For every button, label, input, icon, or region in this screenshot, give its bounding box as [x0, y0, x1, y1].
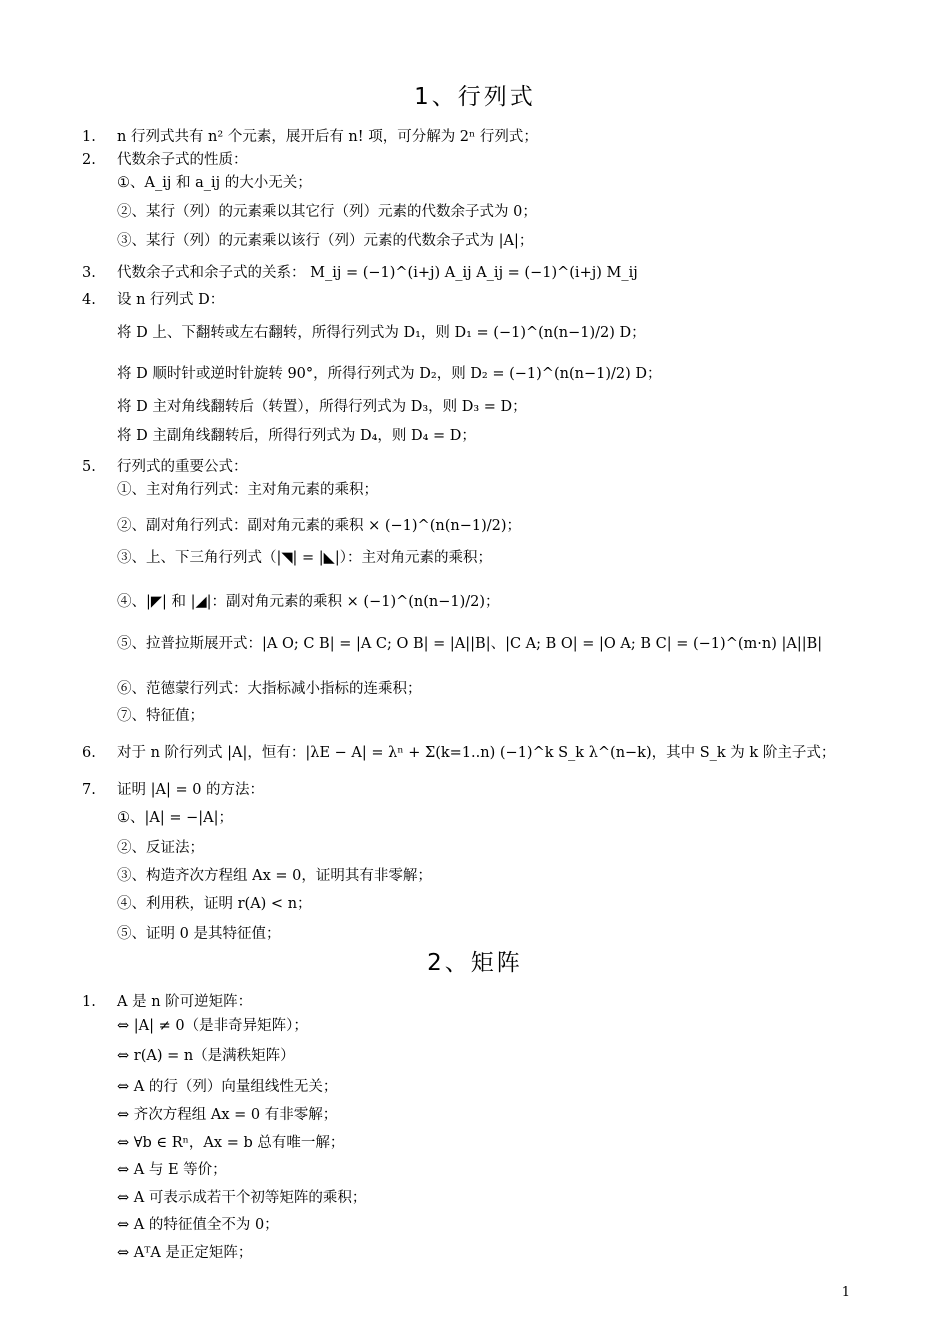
- section-1-item-text: 设 n 行列式 D：: [117, 292, 225, 308]
- section-1-item-text: ③、某行（列）的元素乘以该行（列）元素的代数余子式为 |A|；: [117, 233, 534, 249]
- section-1-item-text: ⑤、证明 0 是其特征值；: [117, 926, 281, 942]
- section-1-item-number: 2.: [82, 152, 96, 168]
- section-1-item-text: ④、利用秩，证明 r(A) < n；: [117, 896, 312, 912]
- section-1-item-text: ③、上、下三角行列式（|◥| = |◣|）：主对角元素的乘积；: [117, 550, 492, 566]
- section-2-item-number: 1.: [82, 994, 96, 1010]
- section-1-item-text: ⑤、拉普拉斯展开式：|A O; C B| = |A C; O B| = |A||B|、|C A; B O| = |O A; B C| = (−1)^(m·n) |A||B|: [117, 636, 823, 652]
- section-1-item-text: 将 D 上、下翻转或左右翻转，所得行列式为 D₁，则 D₁ = (−1)^(n(n−1)/2) D；: [117, 325, 646, 341]
- section-1-item-text: ⑦、特征值；: [117, 708, 204, 724]
- section-2-item-text: ⇔ A 的行（列）向量组线性无关；: [117, 1079, 338, 1095]
- section-1-item-text: ①、主对角行列式：主对角元素的乘积；: [117, 482, 378, 498]
- section-1-item-text: 代数余子式的性质：: [117, 152, 248, 168]
- section-1-item-text: ⑥、范德蒙行列式：大指标减小指标的连乘积；: [117, 681, 422, 697]
- section-1-item-number: 4.: [82, 292, 96, 308]
- section-2-item-text: ⇔ 齐次方程组 Ax = 0 有非零解；: [117, 1107, 338, 1123]
- section-2-item-text: ⇔ AᵀA 是正定矩阵；: [117, 1245, 253, 1261]
- section-2-item-text: ⇔ |A| ≠ 0（是非奇异矩阵）；: [117, 1018, 308, 1034]
- section-1-item-number: 6.: [82, 745, 96, 761]
- section-1-item-text: 将 D 顺时针或逆时针旋转 90°，所得行列式为 D₂，则 D₂ = (−1)^(n(n−1)/2) D；: [117, 366, 662, 382]
- section-2-item-text: ⇔ A 的特征值全不为 0；: [117, 1217, 279, 1233]
- section-1-item-text: ③、构造齐次方程组 Ax = 0，证明其有非零解；: [117, 868, 432, 884]
- section-1-item-text: n 行列式共有 n² 个元素，展开后有 n! 项，可分解为 2ⁿ 行列式；: [117, 129, 538, 145]
- section-1-item-text: ②、副对角行列式：副对角元素的乘积 × (−1)^(n(n−1)/2)；: [117, 518, 521, 534]
- section-1-item-text: ①、|A| = −|A|；: [117, 810, 233, 826]
- section-2-item-text: ⇔ A 与 E 等价；: [117, 1162, 227, 1178]
- section-1-item-text: ②、某行（列）的元素乘以其它行（列）元素的代数余子式为 0；: [117, 204, 537, 220]
- section-1-item-number: 7.: [82, 782, 96, 798]
- section-1-title: 1、行列式: [414, 84, 536, 110]
- section-1-item-text: ④、|◤| 和 |◢|：副对角元素的乘积 × (−1)^(n(n−1)/2)；: [117, 594, 500, 610]
- section-2-item-text: ⇔ A 可表示成若干个初等矩阵的乘积；: [117, 1190, 367, 1206]
- section-2-title: 2、矩阵: [427, 950, 523, 976]
- section-1-item-text: 将 D 主副角线翻转后，所得行列式为 D₄，则 D₄ = D；: [117, 428, 476, 444]
- section-1-item-text: 行列式的重要公式：: [117, 459, 248, 475]
- section-1-item-text: ②、反证法；: [117, 840, 204, 856]
- section-1-item-text: 证明 |A| = 0 的方法：: [117, 782, 265, 798]
- section-1-item-number: 3.: [82, 265, 96, 281]
- section-1-item-text: 代数余子式和余子式的关系： M_ij = (−1)^(i+j) A_ij A_ij = (−1)^(i+j) M_ij: [117, 265, 638, 281]
- section-1-item-text: 将 D 主对角线翻转后（转置），所得行列式为 D₃，则 D₃ = D；: [117, 399, 527, 415]
- section-2-item-text: A 是 n 阶可逆矩阵：: [117, 994, 253, 1010]
- section-1-item-text: ①、A_ij 和 a_ij 的大小无关；: [117, 175, 312, 191]
- section-2-item-text: ⇔ ∀b ∈ Rⁿ，Ax = b 总有唯一解；: [117, 1135, 345, 1151]
- section-1-item-number: 1.: [82, 129, 96, 145]
- section-1-item-text: 对于 n 阶行列式 |A|，恒有：|λE − A| = λⁿ + Σ(k=1..n) (−1)^k S_k λ^(n−k)，其中 S_k 为 k 阶主子式；: [117, 745, 836, 761]
- section-2-item-text: ⇔ r(A) = n（是满秩矩阵）: [117, 1048, 295, 1064]
- section-1-item-number: 5.: [82, 459, 96, 475]
- page-number: 1: [841, 1285, 850, 1300]
